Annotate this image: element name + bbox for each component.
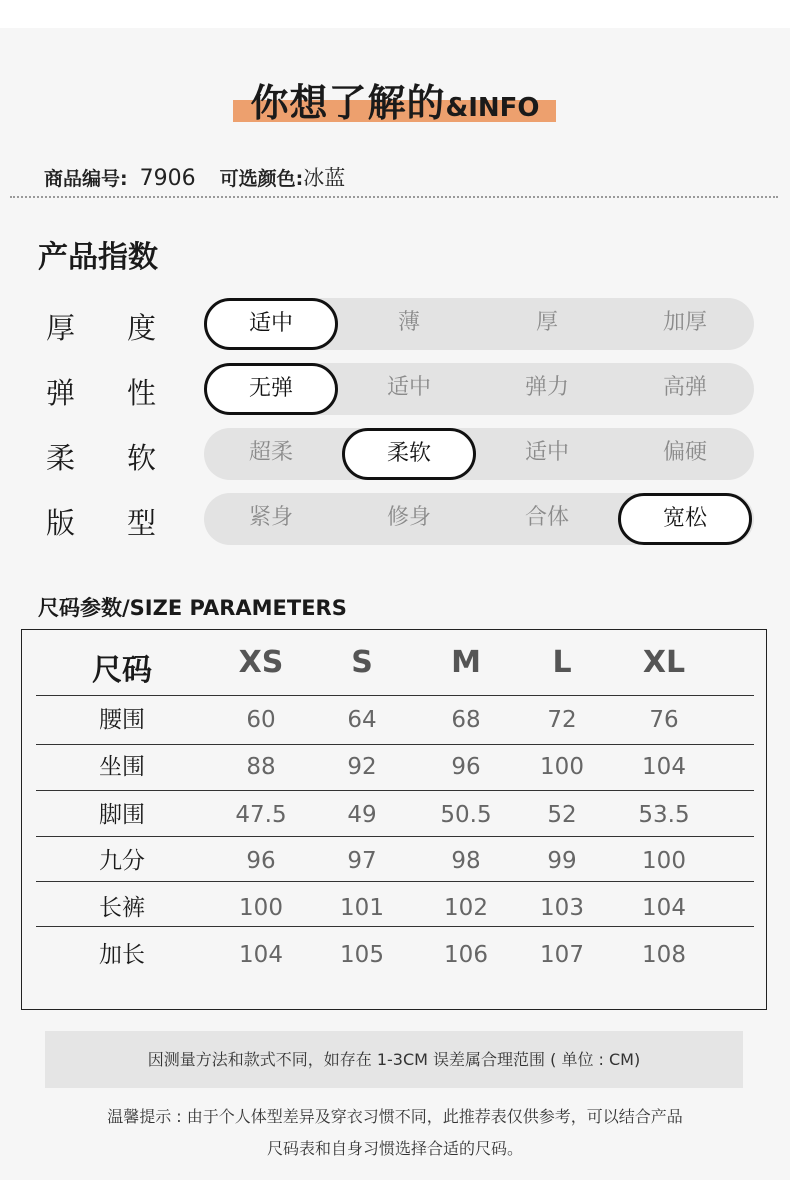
index-option: 厚 [535, 310, 558, 335]
table-cell: 107 [540, 942, 584, 968]
index-label-char: 柔 [46, 441, 76, 475]
table-row-label: 九分 [99, 848, 145, 874]
table-row-divider [36, 790, 754, 791]
index-label-char: 度 [126, 311, 156, 345]
dotted-divider [10, 196, 778, 198]
index-row [0, 363, 790, 415]
table-cell: 96 [451, 754, 481, 780]
title-cn: 你想了解的 [250, 81, 446, 125]
table-cell: 52 [547, 802, 577, 828]
page-title [0, 72, 790, 127]
table-row-divider [36, 744, 754, 745]
table-row-divider [36, 836, 754, 837]
table-cell: 88 [246, 754, 276, 780]
index-scale [204, 428, 754, 480]
table-row-label: 加长 [99, 942, 145, 968]
index-option: 适中 [524, 440, 569, 465]
index-option: 合体 [524, 505, 569, 530]
index-option-selected: 柔软 [342, 428, 476, 480]
item-no-label: 商品编号: [44, 168, 128, 190]
table-row-divider [36, 695, 754, 696]
table-row-label: 坐围 [99, 754, 145, 780]
index-label-char: 型 [126, 506, 156, 540]
index-option: 加厚 [662, 310, 707, 335]
index-option: 薄 [397, 310, 420, 335]
size-header-label: 尺码 [92, 653, 152, 688]
index-label-char: 版 [46, 506, 76, 540]
index-option: 紧身 [248, 505, 293, 530]
tip-line-2: 尺码表和自身习惯选择合适的尺码。 [266, 1139, 523, 1158]
title-en: &INFO [445, 93, 540, 123]
table-row-label: 腰围 [99, 707, 145, 733]
index-option: 修身 [386, 505, 431, 530]
index-label-char: 厚 [46, 311, 76, 345]
index-option-selected: 适中 [204, 298, 338, 350]
size-header: XS [238, 645, 284, 680]
table-cell: 102 [444, 895, 488, 921]
index-section-title: 产品指数 [38, 240, 158, 275]
table-row-divider [36, 881, 754, 882]
table-cell: 92 [347, 754, 377, 780]
table-cell: 100 [642, 848, 686, 874]
table-cell: 50.5 [440, 802, 492, 828]
index-option: 超柔 [248, 440, 293, 465]
measure-note: 因测量方法和款式不同，如存在 1-3CM 误差属合理范围 ( 单位 : CM) [45, 1031, 743, 1088]
table-cell: 64 [347, 707, 377, 733]
table-cell: 98 [451, 848, 481, 874]
table-cell: 101 [340, 895, 384, 921]
table-cell: 108 [642, 942, 686, 968]
index-scale [204, 298, 754, 350]
index-scale [204, 363, 754, 415]
table-cell: 104 [642, 754, 686, 780]
index-row [0, 428, 790, 480]
index-row [0, 493, 790, 545]
color-label: 可选颜色: [219, 168, 304, 190]
table-cell: 47.5 [235, 802, 287, 828]
index-row-label [46, 436, 156, 477]
table-cell: 96 [246, 848, 276, 874]
color-value: 冰蓝 [303, 166, 346, 190]
index-row-label [46, 501, 156, 542]
table-cell: 99 [547, 848, 577, 874]
table-cell: 100 [239, 895, 283, 921]
item-no-value: 7906 [139, 166, 196, 191]
table-cell: 72 [547, 707, 577, 733]
table-row-label: 脚围 [99, 802, 145, 828]
table-cell: 104 [239, 942, 283, 968]
table-row-divider [36, 926, 754, 927]
index-label-char: 弹 [46, 376, 76, 410]
index-row-label [46, 371, 156, 412]
index-option: 偏硬 [662, 440, 707, 465]
size-section-title: 尺码参数/SIZE PARAMETERS [38, 596, 347, 620]
tip-line-1: 温馨提示 : 由于个人体型差异及穿衣习惯不同，此推荐表仅供参考，可以结合产品 [107, 1107, 683, 1126]
table-cell: 105 [340, 942, 384, 968]
index-option: 适中 [386, 375, 431, 400]
index-label-char: 软 [126, 441, 156, 475]
table-cell: 106 [444, 942, 488, 968]
table-cell: 104 [642, 895, 686, 921]
index-row-label [46, 306, 156, 347]
table-row-label: 长裤 [99, 895, 145, 921]
product-info [44, 162, 345, 192]
size-header: M [451, 645, 481, 680]
table-cell: 100 [540, 754, 584, 780]
size-header: XL [642, 645, 686, 680]
index-option: 高弹 [662, 375, 707, 400]
table-cell: 76 [649, 707, 679, 733]
size-header: S [351, 645, 373, 680]
index-option-selected: 宽松 [618, 493, 752, 545]
index-row [0, 298, 790, 350]
index-label-char: 性 [126, 376, 156, 410]
index-option-selected: 无弹 [204, 363, 338, 415]
index-option: 弹力 [524, 375, 569, 400]
table-cell: 68 [451, 707, 481, 733]
table-cell: 97 [347, 848, 377, 874]
size-header: L [552, 645, 572, 680]
table-cell: 103 [540, 895, 584, 921]
table-cell: 49 [347, 802, 377, 828]
table-cell: 53.5 [638, 802, 690, 828]
table-cell: 60 [246, 707, 276, 733]
index-scale [204, 493, 754, 545]
